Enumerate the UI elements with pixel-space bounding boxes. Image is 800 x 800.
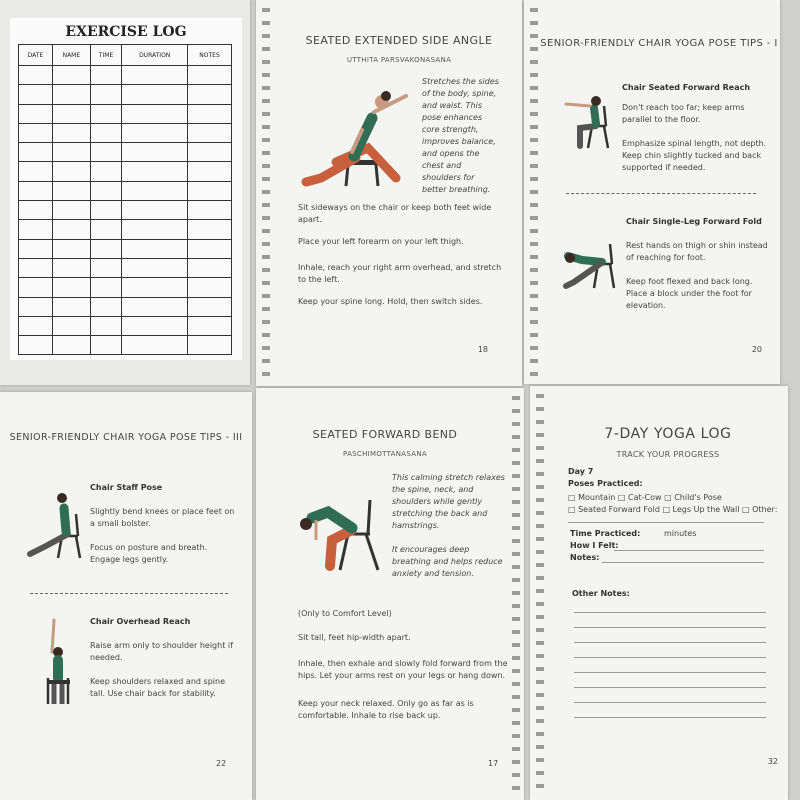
log-cell[interactable] — [90, 258, 121, 277]
text-line: Engage legs gently. — [90, 555, 169, 564]
forward-bend-pose-illustration — [294, 494, 384, 574]
text-line: Rest hands on thigh or shin instead — [626, 241, 768, 250]
log-row — [19, 316, 232, 335]
text-line: better breathing. — [422, 185, 491, 194]
time-label: Time Practiced: — [570, 529, 641, 538]
log-cell[interactable] — [188, 297, 232, 316]
instruction-step — [298, 296, 498, 308]
pose2-tips — [626, 240, 776, 312]
log-cell[interactable] — [90, 66, 121, 85]
write-line — [568, 522, 764, 523]
log-cell[interactable] — [122, 239, 188, 258]
forward-reach-pose-illustration — [564, 96, 614, 156]
write-line[interactable] — [574, 687, 766, 688]
log-cell[interactable] — [52, 297, 90, 316]
log-cell[interactable] — [19, 181, 53, 200]
text-line — [622, 126, 772, 138]
text-line: and waist. This — [422, 101, 482, 110]
text-line: stretching the back and — [392, 509, 488, 518]
log-row — [19, 162, 232, 181]
write-line[interactable] — [574, 657, 766, 658]
log-row — [19, 220, 232, 239]
step-line: Sit tall, feet hip-width apart. — [298, 633, 411, 642]
pose-description — [392, 472, 518, 580]
instruction-step — [298, 202, 498, 226]
log-cell[interactable] — [52, 336, 90, 355]
log-row — [19, 278, 232, 297]
instruction-step — [298, 698, 498, 722]
poses-label: Poses Practiced: — [568, 479, 643, 488]
log-header-row — [19, 45, 232, 66]
log-row — [19, 181, 232, 200]
pose2-name: Chair Single-Leg Forward Fold — [626, 217, 762, 226]
log-cell[interactable] — [19, 336, 53, 355]
log-row — [19, 104, 232, 123]
page-number: 22 — [216, 759, 227, 768]
page-number: 20 — [751, 345, 762, 354]
log-cell[interactable] — [122, 85, 188, 104]
page-17 — [256, 388, 524, 800]
page-title: SEATED FORWARD BEND — [312, 428, 458, 441]
text-line: tall. Use chair back for stability. — [90, 689, 216, 698]
write-line[interactable] — [574, 612, 766, 613]
log-cell[interactable] — [90, 143, 121, 162]
log-column-header: TIME — [90, 45, 121, 66]
log-cell[interactable] — [122, 181, 188, 200]
write-line — [602, 562, 764, 563]
pose1-tips — [622, 102, 772, 174]
log-cell[interactable] — [122, 336, 188, 355]
text-line: Place a block under the foot for — [626, 289, 752, 298]
log-cell[interactable] — [52, 85, 90, 104]
text-line: Keep chin slightly tucked and back — [622, 151, 762, 160]
text-line: improves balance, — [422, 137, 496, 146]
log-cell[interactable] — [52, 258, 90, 277]
other-notes-label: Other Notes: — [572, 589, 630, 598]
log-cell[interactable] — [188, 104, 232, 123]
step-line: Inhale, then exhale and slowly fold forward from the — [298, 659, 508, 668]
pose-description — [422, 76, 512, 196]
log-cell[interactable] — [122, 66, 188, 85]
log-cell[interactable] — [52, 143, 90, 162]
text-line: It encourages deep — [392, 545, 470, 554]
log-row — [19, 258, 232, 277]
text-line — [392, 532, 518, 544]
page-subtitle: TRACK YOUR PROGRESS — [616, 450, 720, 459]
section-divider — [30, 593, 228, 594]
page-subtitle: UTTHITA PARSVAKONASANA — [346, 56, 452, 64]
step-line: Keep your neck relaxed. Only go as far as is — [298, 699, 474, 708]
log-row — [19, 123, 232, 142]
log-column-header: DURATION — [122, 45, 188, 66]
page-32 — [530, 386, 788, 800]
step-line: comfortable. Inhale to rise back up. — [298, 711, 441, 720]
instruction-step — [298, 632, 498, 644]
log-cell[interactable] — [19, 220, 53, 239]
exercise-log-table — [18, 44, 232, 355]
text-line — [90, 530, 240, 542]
text-line: shoulders while gently — [392, 497, 483, 506]
page-title: SENIOR-FRIENDLY CHAIR YOGA POSE TIPS - I — [540, 38, 778, 49]
poses-options-line2: □ Seated Forward Fold □ Legs Up the Wall □ Other: — [568, 505, 778, 514]
log-cell[interactable] — [90, 220, 121, 239]
text-line: anxiety and tension. — [392, 569, 474, 578]
felt-label: How I Felt: — [570, 541, 619, 550]
overhead-reach-pose-illustration — [38, 618, 78, 710]
log-cell[interactable] — [90, 104, 121, 123]
log-cell[interactable] — [52, 220, 90, 239]
log-cell[interactable] — [19, 66, 53, 85]
text-line: Keep shoulders relaxed and spine — [90, 677, 225, 686]
text-line — [626, 264, 776, 276]
page-18 — [256, 0, 522, 386]
log-cell[interactable] — [122, 162, 188, 181]
step-line: hips. Let your arms rest on your legs or hang down. — [298, 671, 506, 680]
log-column-header: NOTES — [188, 45, 232, 66]
log-cell[interactable] — [90, 336, 121, 355]
page-number: 17 — [488, 759, 499, 768]
spiral-binding — [262, 8, 270, 378]
pose2-name: Chair Overhead Reach — [90, 617, 191, 626]
text-line: Slightly bend knees or place feet on — [90, 507, 235, 516]
text-line: shoulders for — [422, 173, 475, 182]
log-cell[interactable] — [90, 316, 121, 335]
log-cell[interactable] — [188, 66, 232, 85]
log-row — [19, 85, 232, 104]
log-cell[interactable] — [90, 123, 121, 142]
instruction-step — [298, 262, 502, 286]
step-line: Keep your spine long. Hold, then switch sides. — [298, 297, 483, 306]
log-row — [19, 143, 232, 162]
log-cell[interactable] — [19, 258, 53, 277]
log-row — [19, 66, 232, 85]
log-cell[interactable] — [52, 239, 90, 258]
log-cell[interactable] — [188, 181, 232, 200]
write-line[interactable] — [574, 702, 766, 703]
notes-label: Notes: — [570, 553, 600, 562]
pose1-name: Chair Staff Pose — [90, 483, 163, 492]
log-cell[interactable] — [90, 239, 121, 258]
log-cell[interactable] — [19, 85, 53, 104]
log-cell[interactable] — [188, 336, 232, 355]
log-body — [19, 66, 232, 355]
page-20 — [524, 0, 780, 384]
log-cell[interactable] — [52, 104, 90, 123]
pose1-tips — [90, 506, 240, 566]
log-cell[interactable] — [122, 201, 188, 220]
pose2-tips — [90, 640, 240, 700]
log-cell[interactable] — [90, 297, 121, 316]
log-row — [19, 336, 232, 355]
exercise-log-page — [0, 0, 250, 385]
step-line: Place your left forearm on your left thigh. — [298, 237, 464, 246]
log-cell[interactable] — [52, 201, 90, 220]
text-line: Keep foot flexed and back long. — [626, 277, 753, 286]
log-cell[interactable] — [122, 258, 188, 277]
text-line: breathing and helps reduce — [392, 557, 503, 566]
log-cell[interactable] — [188, 316, 232, 335]
text-line: Stretches the sides — [422, 77, 499, 86]
instruction-step — [298, 658, 508, 682]
text-line: supported if needed. — [622, 163, 706, 172]
log-cell[interactable] — [188, 258, 232, 277]
staff-pose-illustration — [24, 488, 84, 568]
log-column-header: NAME — [52, 45, 90, 66]
write-line — [614, 550, 764, 551]
log-cell[interactable] — [188, 143, 232, 162]
log-cell[interactable] — [52, 123, 90, 142]
log-cell[interactable] — [188, 85, 232, 104]
log-cell[interactable] — [19, 316, 53, 335]
log-cell[interactable] — [90, 278, 121, 297]
log-cell[interactable] — [188, 123, 232, 142]
instruction-step — [298, 236, 498, 248]
log-cell[interactable] — [19, 143, 53, 162]
text-line: of the body, spine, — [422, 89, 497, 98]
step-line: to the left. — [298, 275, 340, 284]
text-line: elevation. — [626, 301, 666, 310]
log-cell[interactable] — [52, 162, 90, 181]
log-cell[interactable] — [52, 278, 90, 297]
page-number: 32 — [767, 757, 778, 766]
log-cell[interactable] — [90, 201, 121, 220]
log-cell[interactable] — [122, 220, 188, 239]
text-line: of reaching for foot. — [626, 253, 706, 262]
log-row — [19, 239, 232, 258]
text-line: the spine, neck, and — [392, 485, 474, 494]
log-cell[interactable] — [188, 278, 232, 297]
spiral-binding — [536, 394, 544, 792]
text-line: Focus on posture and breath. — [90, 543, 208, 552]
log-cell[interactable] — [188, 220, 232, 239]
day-label: Day 7 — [568, 467, 594, 476]
write-line[interactable] — [574, 672, 766, 673]
log-cell[interactable] — [19, 123, 53, 142]
log-cell[interactable] — [19, 278, 53, 297]
side-angle-pose-illustration — [296, 78, 426, 188]
write-line[interactable] — [574, 642, 766, 643]
text-line: parallel to the floor. — [622, 115, 701, 124]
text-line: Don't reach too far; keep arms — [622, 103, 745, 112]
spiral-binding — [530, 8, 538, 376]
log-cell[interactable] — [122, 297, 188, 316]
pose1-name: Chair Seated Forward Reach — [622, 83, 751, 92]
log-cell[interactable] — [188, 239, 232, 258]
log-cell[interactable] — [122, 143, 188, 162]
log-column-header: DATE — [19, 45, 53, 66]
text-line — [90, 664, 240, 676]
page-22 — [0, 392, 252, 800]
text-line: chest and — [422, 161, 462, 170]
log-cell[interactable] — [90, 162, 121, 181]
log-cell[interactable] — [122, 104, 188, 123]
log-cell[interactable] — [122, 123, 188, 142]
log-cell[interactable] — [122, 278, 188, 297]
log-cell[interactable] — [188, 162, 232, 181]
write-line[interactable] — [574, 627, 766, 628]
log-cell[interactable] — [188, 201, 232, 220]
log-cell[interactable] — [52, 316, 90, 335]
log-cell[interactable] — [19, 162, 53, 181]
log-cell[interactable] — [52, 181, 90, 200]
log-row — [19, 297, 232, 316]
text-line: a small bolster. — [90, 519, 151, 528]
log-cell[interactable] — [52, 66, 90, 85]
log-title: EXERCISE LOG — [65, 24, 187, 40]
page-title: 7-DAY YOGA LOG — [604, 426, 732, 442]
text-line: and opens the — [422, 149, 480, 158]
log-cell[interactable] — [19, 104, 53, 123]
text-line: hamstrings. — [392, 521, 440, 530]
text-line: pose enhances — [422, 113, 483, 122]
log-cell[interactable] — [90, 85, 121, 104]
minutes-label: minutes — [664, 529, 697, 538]
step-line: Sit sideways on the chair or keep both feet wide — [298, 203, 492, 212]
step-line: apart. — [298, 215, 322, 224]
text-line: needed. — [90, 653, 123, 662]
comfort-note: (Only to Comfort Level) — [298, 609, 392, 618]
log-cell[interactable] — [122, 316, 188, 335]
page-subtitle: PASCHIMOTTANASANA — [343, 450, 427, 458]
page-title: SENIOR-FRIENDLY CHAIR YOGA POSE TIPS - III — [9, 432, 243, 443]
section-divider — [566, 193, 756, 194]
single-leg-fold-pose-illustration — [562, 236, 618, 292]
log-cell[interactable] — [19, 201, 53, 220]
write-line[interactable] — [574, 717, 766, 718]
log-cell[interactable] — [19, 239, 53, 258]
log-row — [19, 201, 232, 220]
log-cell[interactable] — [90, 181, 121, 200]
page-title: SEATED EXTENDED SIDE ANGLE — [305, 34, 493, 47]
text-line: core strength, — [422, 125, 479, 134]
log-cell[interactable] — [19, 297, 53, 316]
poses-options-line1: □ Mountain □ Cat-Cow □ Child's Pose — [568, 493, 722, 502]
text-line: Raise arm only to shoulder height if — [90, 641, 233, 650]
step-line: Inhale, reach your right arm overhead, and stretch — [298, 263, 502, 272]
text-line: Emphasize spinal length, not depth. — [622, 139, 767, 148]
page-number: 18 — [477, 345, 488, 354]
text-line: This calming stretch relaxes — [392, 473, 505, 482]
